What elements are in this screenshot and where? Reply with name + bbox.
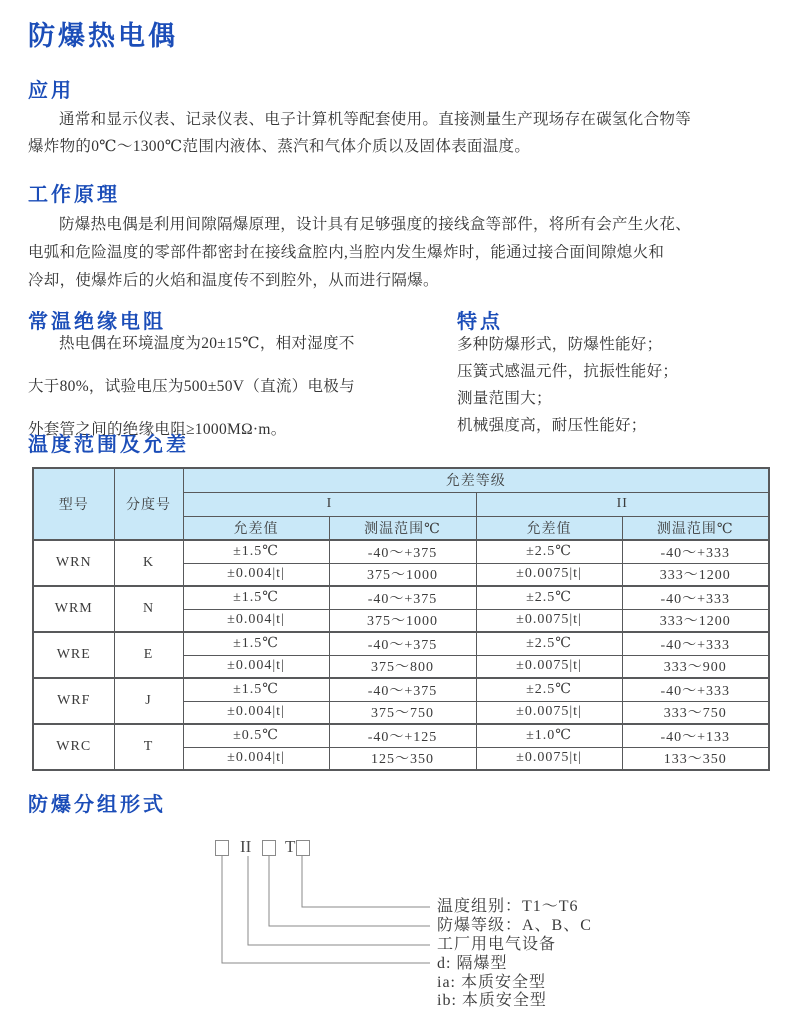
section-heading-features: 特点 <box>457 311 503 333</box>
table-row <box>33 632 769 655</box>
section-heading-tolerance: 温度范围及允差 <box>28 434 189 456</box>
feature-item: 压簧式感温元件，抗振性能好； <box>457 363 679 380</box>
graduation-cell: E <box>114 632 183 678</box>
value-cell: ±0.004|t| <box>183 563 329 586</box>
value-cell: 125～350 <box>329 747 476 770</box>
value-cell: 133～350 <box>622 747 769 770</box>
diagram-label-factory-equipment: 工厂用电气设备 <box>437 936 557 953</box>
col-header-model: 型号 <box>33 468 114 540</box>
paragraph-line: 爆炸物的0℃～1300℃范围内液体、蒸汽和气体介质以及固体表面温度。 <box>28 138 531 155</box>
value-cell: -40～+125 <box>329 724 476 747</box>
graduation-cell: T <box>114 724 183 770</box>
graduation-cell: K <box>114 540 183 586</box>
paragraph-line: 防爆热电偶是利用间隙隔爆原理，设计具有足够强度的接线盒等部件，将所有会产生火花、 <box>59 216 692 233</box>
value-cell: ±0.0075|t| <box>476 563 622 586</box>
value-cell: 333～900 <box>622 655 769 678</box>
col-header-tolerance-value: 允差值 <box>476 516 622 540</box>
model-cell: WRE <box>33 632 114 678</box>
value-cell: ±2.5℃ <box>476 678 622 701</box>
application-paragraph <box>28 106 772 160</box>
diagram-label-exp-grade: 防爆等级：A、B、C <box>437 917 592 934</box>
principle-paragraph <box>28 211 772 295</box>
value-cell: 375～1000 <box>329 609 476 632</box>
value-cell: 333～750 <box>622 701 769 724</box>
value-cell: ±0.004|t| <box>183 701 329 724</box>
graduation-cell: N <box>114 586 183 632</box>
value-cell: ±2.5℃ <box>476 540 622 563</box>
code-placeholder-box <box>262 840 276 856</box>
diagram-label-intrinsic-safe-ib: ib: 本质安全型 <box>437 992 547 1009</box>
table-row <box>33 586 769 609</box>
value-cell: 375～800 <box>329 655 476 678</box>
value-cell: -40～+333 <box>622 678 769 701</box>
section-heading-insulation: 常温绝缘电阻 <box>28 311 166 333</box>
value-cell: -40～+375 <box>329 632 476 655</box>
col-header-temp-range: 测温范围℃ <box>622 516 769 540</box>
value-cell: ±1.5℃ <box>183 540 329 563</box>
section-heading-application: 应用 <box>28 80 74 102</box>
tolerance-table <box>32 467 770 771</box>
value-cell: ±1.5℃ <box>183 678 329 701</box>
value-cell: ±0.5℃ <box>183 724 329 747</box>
code-placeholder-box <box>215 840 229 856</box>
grouping-diagram <box>0 835 800 1019</box>
code-symbol-numeral: II <box>240 837 252 856</box>
model-cell: WRC <box>33 724 114 770</box>
value-cell: ±1.5℃ <box>183 632 329 655</box>
model-cell: WRN <box>33 540 114 586</box>
code-placeholder-box <box>296 840 310 856</box>
value-cell: -40～+375 <box>329 586 476 609</box>
model-cell: WRM <box>33 586 114 632</box>
value-cell: ±0.0075|t| <box>476 655 622 678</box>
value-cell: 333～1200 <box>622 609 769 632</box>
value-cell: ±0.0075|t| <box>476 701 622 724</box>
col-header-tolerance-class: 允差等级 <box>183 468 769 492</box>
value-cell: -40～+375 <box>329 540 476 563</box>
paragraph-line: 冷却，使爆炸后的火焰和温度传不到腔外，从而进行隔爆。 <box>28 272 439 289</box>
feature-item: 机械强度高，耐压性能好； <box>457 417 647 434</box>
table-row <box>33 678 769 701</box>
value-cell: -40～+333 <box>622 540 769 563</box>
col-header-class1: I <box>183 492 476 516</box>
diagram-label-intrinsic-safe-ia: ia: 本质安全型 <box>437 974 546 991</box>
value-cell: 333～1200 <box>622 563 769 586</box>
paragraph-line: 热电偶在环境温度为20±15℃，相对湿度不 <box>59 335 355 352</box>
value-cell: -40～+375 <box>329 678 476 701</box>
paragraph-line: 通常和显示仪表、记录仪表、电子计算机等配套使用。直接测量生产现场存在碳氢化合物等 <box>59 111 692 128</box>
feature-item: 测量范围大； <box>457 390 552 407</box>
diagram-label-temp-group: 温度组别：T1～T6 <box>437 898 579 915</box>
section-heading-principle: 工作原理 <box>28 184 120 206</box>
col-header-tolerance-value: 允差值 <box>183 516 329 540</box>
value-cell: -40～+333 <box>622 632 769 655</box>
value-cell: ±0.004|t| <box>183 609 329 632</box>
table-row <box>33 724 769 747</box>
value-cell: -40～+333 <box>622 586 769 609</box>
value-cell: ±2.5℃ <box>476 632 622 655</box>
tolerance-table-body <box>33 540 769 770</box>
section-heading-grouping: 防爆分组形式 <box>28 794 166 816</box>
code-symbol-letter: T <box>285 837 296 856</box>
paragraph-line: 电弧和危险温度的零部件都密封在接线盒腔内,当腔内发生爆炸时，能通过接合面间隙熄火和 <box>28 244 665 261</box>
value-cell: ±1.0℃ <box>476 724 622 747</box>
value-cell: ±0.004|t| <box>183 747 329 770</box>
value-cell: ±0.0075|t| <box>476 747 622 770</box>
value-cell: 375～750 <box>329 701 476 724</box>
col-header-graduation: 分度号 <box>114 468 183 540</box>
connector-lines <box>0 835 800 1019</box>
graduation-cell: J <box>114 678 183 724</box>
value-cell: -40～+133 <box>622 724 769 747</box>
value-cell: ±0.004|t| <box>183 655 329 678</box>
value-cell: 375～1000 <box>329 563 476 586</box>
value-cell: ±1.5℃ <box>183 586 329 609</box>
col-header-class2: II <box>476 492 769 516</box>
col-header-temp-range: 测温范围℃ <box>329 516 476 540</box>
paragraph-line: 大于80%，试验电压为500±50V（直流）电极与 <box>28 378 355 395</box>
table-row <box>33 540 769 563</box>
feature-list <box>457 331 777 439</box>
diagram-label-flameproof: d: 隔爆型 <box>437 955 508 972</box>
page-title: 防爆热电偶 <box>28 21 178 51</box>
model-cell: WRF <box>33 678 114 724</box>
paragraph-line: 外套管之间的绝缘电阻≥1000MΩ·m。 <box>28 421 287 438</box>
value-cell: ±0.0075|t| <box>476 609 622 632</box>
feature-item: 多种防爆形式，防爆性能好； <box>457 336 663 353</box>
value-cell: ±2.5℃ <box>476 586 622 609</box>
